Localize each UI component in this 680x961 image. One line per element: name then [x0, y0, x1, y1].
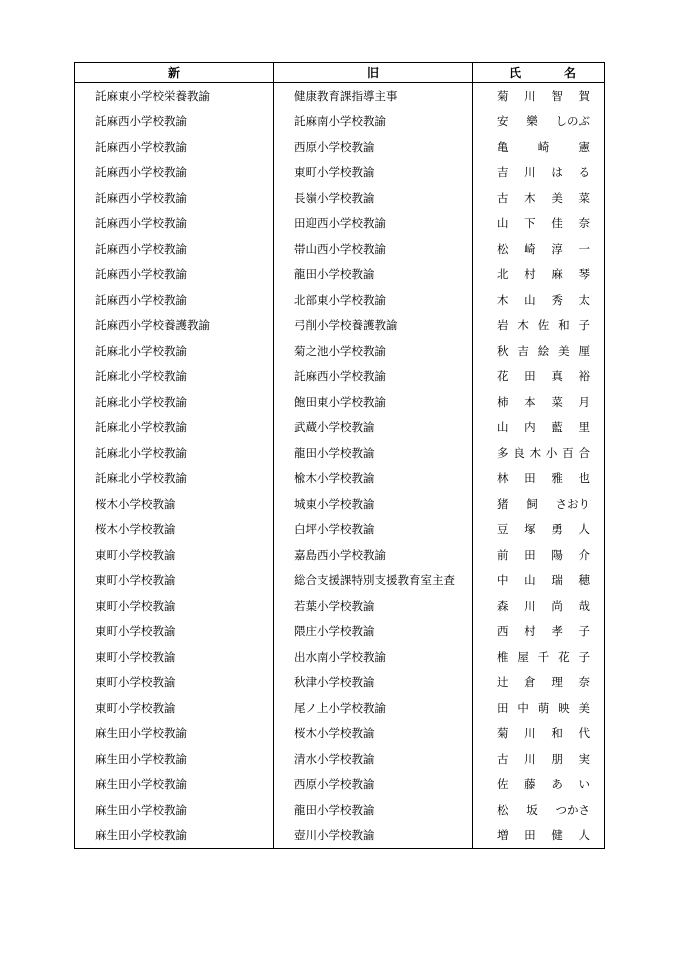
- name-part: 子: [578, 649, 590, 664]
- old-position: 西原小学校教諭: [274, 134, 473, 160]
- table-row: [75, 619, 605, 645]
- new-position: 麻生田小学校教諭: [75, 746, 274, 772]
- name-part: 千: [537, 649, 550, 664]
- name-part: 前: [497, 547, 509, 562]
- name-part: 辻: [497, 675, 509, 690]
- personnel-table: [74, 62, 605, 849]
- name-part: 岩: [497, 318, 509, 333]
- table-row: [75, 83, 605, 109]
- person-name: [473, 670, 605, 696]
- new-position: 桜木小学校教諭: [75, 491, 274, 517]
- name-part: 椎: [497, 649, 509, 664]
- name-part: 也: [578, 471, 590, 486]
- name-part: 雅: [551, 471, 563, 486]
- name-part: 松: [497, 802, 509, 817]
- person-name: [473, 772, 605, 798]
- name-part: 川: [524, 598, 536, 613]
- old-position: 龍田小学校教諭: [274, 797, 473, 823]
- name-part: 増: [497, 828, 509, 843]
- name-part: 古: [497, 751, 509, 766]
- name-part: 村: [524, 267, 536, 282]
- name-part: 厘: [578, 343, 590, 358]
- name-part: さおり: [555, 496, 590, 511]
- old-position: 若葉小学校教諭: [274, 593, 473, 619]
- name-part: 絵: [537, 343, 550, 358]
- old-position: 東町小学校教諭: [274, 160, 473, 186]
- name-part: 花: [558, 649, 570, 664]
- person-name: [473, 313, 605, 339]
- name-part: 合: [578, 445, 590, 460]
- old-position: 清水小学校教諭: [274, 746, 473, 772]
- new-position: 麻生田小学校教諭: [75, 797, 274, 823]
- person-name: [473, 695, 605, 721]
- name-part: 陽: [551, 547, 563, 562]
- name-part: 人: [578, 828, 590, 843]
- name-part: 太: [578, 292, 590, 307]
- table-row: [75, 211, 605, 237]
- name-part: 田: [497, 700, 509, 715]
- name-part: 健: [551, 828, 563, 843]
- new-position: 東町小学校教諭: [75, 593, 274, 619]
- name-part: 理: [551, 675, 563, 690]
- name-part: 中: [517, 700, 529, 715]
- table-row: [75, 287, 605, 313]
- table-row: [75, 415, 605, 441]
- old-position: 秋津小学校教諭: [274, 670, 473, 696]
- new-position: 託麻北小学校教諭: [75, 338, 274, 364]
- name-part: 猪: [497, 496, 509, 511]
- name-part: 憲: [578, 139, 590, 154]
- new-position: 東町小学校教諭: [75, 644, 274, 670]
- name-part: 藍: [551, 420, 563, 435]
- new-position: 託麻西小学校養護教諭: [75, 313, 274, 339]
- new-position: 託麻西小学校教諭: [75, 287, 274, 313]
- name-part: 内: [524, 420, 536, 435]
- old-position: 白坪小学校教諭: [274, 517, 473, 543]
- name-part: 藤: [524, 777, 536, 792]
- name-part: 美: [558, 343, 570, 358]
- name-part: 萌: [537, 700, 550, 715]
- name-part: 映: [558, 700, 570, 715]
- new-position: 託麻北小学校教諭: [75, 389, 274, 415]
- name-part: 菊: [497, 88, 509, 103]
- name-part: 子: [578, 318, 590, 333]
- name-part: 月: [578, 394, 590, 409]
- header-new: 新: [75, 63, 274, 83]
- person-name: [473, 338, 605, 364]
- old-position: 嘉島西小学校教諭: [274, 542, 473, 568]
- old-position: 西原小学校教諭: [274, 772, 473, 798]
- name-part: 山: [497, 420, 509, 435]
- table-row: [75, 644, 605, 670]
- name-part: 田: [524, 547, 536, 562]
- table-row: [75, 338, 605, 364]
- table-row: [75, 313, 605, 339]
- name-part: 里: [578, 420, 590, 435]
- name-part: 賀: [578, 88, 590, 103]
- name-part: 木: [517, 318, 529, 333]
- name-part: 山: [524, 292, 536, 307]
- name-part: 百: [562, 445, 574, 460]
- name-part: 哉: [578, 598, 590, 613]
- name-part: 木: [524, 190, 536, 205]
- new-position: 託麻西小学校教諭: [75, 134, 274, 160]
- table-row: [75, 593, 605, 619]
- old-position: 北部東小学校教諭: [274, 287, 473, 313]
- old-position: 壺川小学校教諭: [274, 823, 473, 849]
- new-position: 託麻西小学校教諭: [75, 160, 274, 186]
- person-name: [473, 287, 605, 313]
- name-part: 屋: [517, 649, 529, 664]
- table-row: [75, 695, 605, 721]
- name-part: 瑞: [551, 573, 563, 588]
- name-part: しのぶ: [555, 114, 590, 129]
- table-row: [75, 670, 605, 696]
- table-row: [75, 364, 605, 390]
- name-part: 倉: [524, 675, 536, 690]
- new-position: 託麻北小学校教諭: [75, 364, 274, 390]
- table-row: [75, 517, 605, 543]
- name-part: 木: [529, 445, 542, 460]
- table-row: [75, 109, 605, 135]
- person-name: [473, 262, 605, 288]
- new-position: 託麻北小学校教諭: [75, 466, 274, 492]
- table-row: [75, 568, 605, 594]
- person-name: [473, 619, 605, 645]
- name-part: 琴: [578, 267, 590, 282]
- old-position: 桜木小学校教諭: [274, 721, 473, 747]
- name-part: は: [551, 165, 563, 180]
- name-part: 村: [524, 624, 536, 639]
- person-name: [473, 160, 605, 186]
- name-part: 奈: [578, 216, 590, 231]
- name-part: 川: [524, 726, 536, 741]
- person-name: [473, 440, 605, 466]
- name-part: る: [578, 165, 590, 180]
- old-position: 尾ノ上小学校教諭: [274, 695, 473, 721]
- name-part: 森: [497, 598, 509, 613]
- name-part: 西: [497, 624, 509, 639]
- table-row: [75, 185, 605, 211]
- person-name: [473, 542, 605, 568]
- person-name: [473, 109, 605, 135]
- old-position: 龍田小学校教諭: [274, 440, 473, 466]
- header-name: [473, 63, 605, 83]
- old-position: 託麻西小学校教諭: [274, 364, 473, 390]
- new-position: 麻生田小学校教諭: [75, 772, 274, 798]
- new-position: 東町小学校教諭: [75, 695, 274, 721]
- table-row: [75, 746, 605, 772]
- name-part: 佳: [551, 216, 563, 231]
- name-part: 川: [524, 751, 536, 766]
- old-position: 飽田東小学校教諭: [274, 389, 473, 415]
- new-position: 東町小学校教諭: [75, 619, 274, 645]
- name-part: 本: [524, 394, 536, 409]
- person-name: [473, 211, 605, 237]
- name-part: 山: [524, 573, 536, 588]
- name-part: 孝: [551, 624, 563, 639]
- name-part: 良: [513, 445, 525, 460]
- person-name: [473, 389, 605, 415]
- name-part: 崎: [537, 139, 550, 154]
- person-name: [473, 415, 605, 441]
- old-position: 出水南小学校教諭: [274, 644, 473, 670]
- name-part: 奈: [578, 675, 590, 690]
- person-name: [473, 797, 605, 823]
- header-name-part-2: 名: [563, 66, 576, 80]
- new-position: 託麻西小学校教諭: [75, 211, 274, 237]
- name-part: 麻: [551, 267, 563, 282]
- name-part: 佐: [497, 777, 509, 792]
- name-part: 美: [551, 190, 563, 205]
- name-part: 裕: [578, 369, 590, 384]
- name-part: 下: [524, 216, 536, 231]
- old-position: 楡木小学校教諭: [274, 466, 473, 492]
- table-row: [75, 542, 605, 568]
- old-position: 龍田小学校教諭: [274, 262, 473, 288]
- name-part: 坂: [526, 802, 538, 817]
- new-position: 託麻西小学校教諭: [75, 236, 274, 262]
- name-part: 智: [551, 88, 563, 103]
- new-position: 麻生田小学校教諭: [75, 823, 274, 849]
- name-part: 塚: [524, 522, 536, 537]
- name-part: 豆: [497, 522, 509, 537]
- table-row: [75, 389, 605, 415]
- name-part: 飼: [526, 496, 538, 511]
- name-part: 秀: [551, 292, 563, 307]
- new-position: 東町小学校教諭: [75, 670, 274, 696]
- table-row: [75, 797, 605, 823]
- new-position: 託麻北小学校教諭: [75, 440, 274, 466]
- new-position: 託麻北小学校教諭: [75, 415, 274, 441]
- person-name: [473, 746, 605, 772]
- table-row: [75, 134, 605, 160]
- table-row: [75, 236, 605, 262]
- name-part: 吉: [497, 165, 509, 180]
- name-part: 安: [497, 114, 509, 129]
- name-part: 一: [578, 241, 590, 256]
- name-part: 田: [524, 471, 536, 486]
- name-part: 秋: [497, 343, 509, 358]
- name-part: 崎: [524, 241, 536, 256]
- name-part: 田: [524, 369, 536, 384]
- name-part: 木: [497, 292, 509, 307]
- person-name: [473, 644, 605, 670]
- name-part: 朋: [551, 751, 563, 766]
- name-part: 介: [578, 547, 590, 562]
- table-row: [75, 160, 605, 186]
- name-part: 松: [497, 241, 509, 256]
- person-name: [473, 83, 605, 109]
- old-position: 武蔵小学校教諭: [274, 415, 473, 441]
- new-position: 桜木小学校教諭: [75, 517, 274, 543]
- table-row: [75, 466, 605, 492]
- name-part: 田: [524, 828, 536, 843]
- table-row: [75, 440, 605, 466]
- person-name: [473, 823, 605, 849]
- name-part: 亀: [497, 139, 509, 154]
- name-part: 穂: [578, 573, 590, 588]
- name-part: 菊: [497, 726, 509, 741]
- table-row: [75, 823, 605, 849]
- old-position: 託麻南小学校教諭: [274, 109, 473, 135]
- name-part: 林: [497, 471, 509, 486]
- name-part: 川: [524, 88, 536, 103]
- name-part: 子: [578, 624, 590, 639]
- name-part: 尚: [551, 598, 563, 613]
- old-position: 長嶺小学校教諭: [274, 185, 473, 211]
- name-part: 淳: [551, 241, 563, 256]
- old-position: 弓削小学校養護教諭: [274, 313, 473, 339]
- name-part: 小: [545, 445, 558, 460]
- name-part: 勇: [551, 522, 563, 537]
- old-position: 菊之池小学校教諭: [274, 338, 473, 364]
- old-position: 城東小学校教諭: [274, 491, 473, 517]
- name-part: つかさ: [555, 802, 590, 817]
- name-part: 真: [551, 369, 563, 384]
- name-part: あ: [551, 777, 563, 792]
- name-part: 多: [497, 445, 509, 460]
- new-position: 託麻西小学校教諭: [75, 185, 274, 211]
- new-position: 託麻西小学校教諭: [75, 109, 274, 135]
- person-name: [473, 185, 605, 211]
- old-position: 隈庄小学校教諭: [274, 619, 473, 645]
- person-name: [473, 721, 605, 747]
- old-position: 帯山西小学校教諭: [274, 236, 473, 262]
- new-position: 託麻東小学校栄養教諭: [75, 83, 274, 109]
- name-part: 樂: [526, 114, 538, 129]
- name-part: 実: [578, 751, 590, 766]
- name-part: 菜: [551, 394, 563, 409]
- person-name: [473, 236, 605, 262]
- new-position: 東町小学校教諭: [75, 542, 274, 568]
- name-part: い: [578, 777, 590, 792]
- name-part: 中: [497, 573, 509, 588]
- table-header-row: [75, 63, 605, 83]
- name-part: 古: [497, 190, 509, 205]
- name-part: 菜: [578, 190, 590, 205]
- header-name-part-1: 氏: [509, 66, 522, 80]
- table-row: [75, 772, 605, 798]
- table-row: [75, 262, 605, 288]
- old-position: 総合支援課特別支援教育室主査: [274, 568, 473, 594]
- name-part: 吉: [517, 343, 529, 358]
- old-position: 田迎西小学校教諭: [274, 211, 473, 237]
- name-part: 柿: [497, 394, 509, 409]
- person-name: [473, 568, 605, 594]
- person-name: [473, 491, 605, 517]
- person-name: [473, 466, 605, 492]
- name-part: 花: [497, 369, 509, 384]
- name-part: 山: [497, 216, 509, 231]
- name-part: 人: [578, 522, 590, 537]
- new-position: 託麻西小学校教諭: [75, 262, 274, 288]
- table-row: [75, 721, 605, 747]
- new-position: 東町小学校教諭: [75, 568, 274, 594]
- name-part: 代: [578, 726, 590, 741]
- old-position: 健康教育課指導主事: [274, 83, 473, 109]
- header-old: 旧: [274, 63, 473, 83]
- name-part: 和: [558, 318, 570, 333]
- person-name: [473, 364, 605, 390]
- table-row: [75, 491, 605, 517]
- name-part: 美: [578, 700, 590, 715]
- person-name: [473, 593, 605, 619]
- person-name: [473, 134, 605, 160]
- name-part: 佐: [537, 318, 550, 333]
- name-part: 川: [524, 165, 536, 180]
- new-position: 麻生田小学校教諭: [75, 721, 274, 747]
- person-name: [473, 517, 605, 543]
- name-part: 北: [497, 267, 509, 282]
- name-part: 和: [551, 726, 563, 741]
